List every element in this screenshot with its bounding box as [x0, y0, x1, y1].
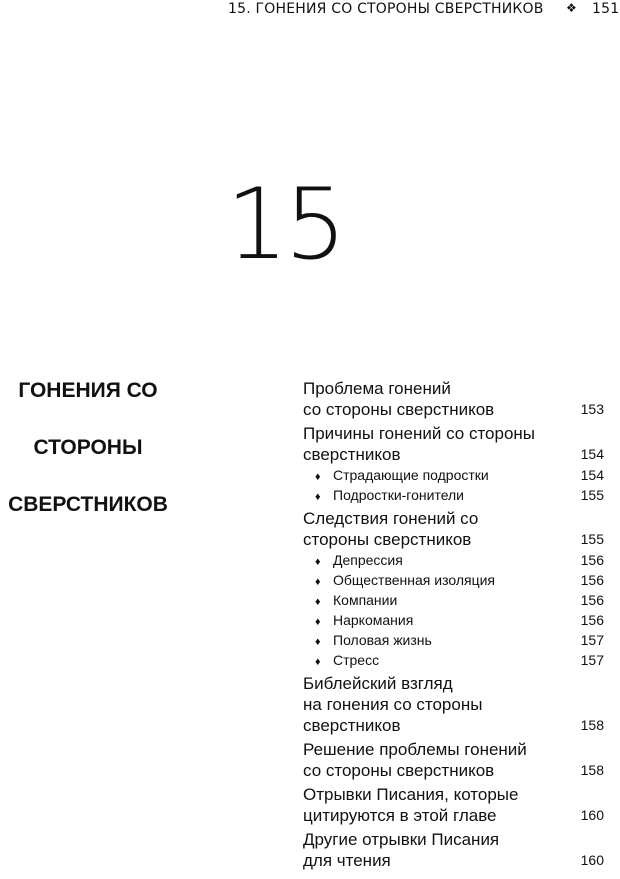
- diamond-bullet-icon: ♦: [315, 556, 321, 568]
- toc-subentry-label: Стресс: [333, 652, 380, 668]
- ornament-icon: ❖: [566, 1, 577, 15]
- toc-page-number: 155: [580, 487, 604, 503]
- toc-page-number: 158: [580, 762, 604, 778]
- toc-subentry: [303, 570, 608, 590]
- toc-subentry: [303, 485, 608, 505]
- toc-entry: [303, 508, 608, 550]
- toc-entry-line: для чтения: [303, 851, 391, 870]
- toc-entry-line: сверстников: [303, 445, 401, 464]
- toc-subentry-label: Половая жизнь: [333, 632, 432, 648]
- toc-subentry-label: Компании: [333, 592, 398, 608]
- toc-entry: [303, 378, 608, 420]
- chapter-title-line: СТОРОНЫ: [33, 436, 143, 459]
- toc-entry-line: со стороны сверстников: [303, 400, 495, 419]
- toc-entry-line: Проблема гонений: [303, 379, 451, 398]
- toc-page-number: 154: [580, 467, 604, 483]
- toc-subentry-label: Общественная изоляция: [333, 572, 495, 588]
- toc-entry: [303, 423, 608, 465]
- toc-page-number: 155: [580, 531, 604, 547]
- toc-entry-line: стороны сверстников: [303, 530, 472, 549]
- toc-entry: [303, 673, 608, 736]
- toc-entry-line: Отрывки Писания, которые: [303, 785, 519, 804]
- table-of-contents: [303, 378, 608, 871]
- toc-subentry-label: Наркомания: [333, 612, 414, 628]
- chapter-title-line: ГОНЕНИЯ СО: [18, 379, 158, 402]
- diamond-bullet-icon: ♦: [315, 616, 321, 628]
- toc-entry: [303, 739, 608, 781]
- chapter-title: [0, 362, 176, 533]
- toc-subentry: [303, 465, 608, 485]
- toc-subentry: [303, 630, 608, 650]
- running-title: 15. ГОНЕНИЯ СО СТОРОНЫ СВЕРСТНИКОВ: [228, 1, 544, 17]
- toc-entry-line: цитируются в этой главе: [303, 806, 497, 825]
- toc-subentry: [303, 590, 608, 610]
- toc-page-number: 156: [580, 552, 604, 568]
- diamond-bullet-icon: ♦: [315, 491, 321, 503]
- toc-page-number: 153: [580, 401, 604, 417]
- toc-subentry-label: Подростки-гонители: [333, 487, 465, 503]
- chapter-number: 15: [226, 168, 343, 282]
- chapter-title-line: СВЕРСТНИКОВ: [8, 493, 168, 516]
- toc-entry: [303, 829, 608, 871]
- toc-subentry: [303, 550, 608, 570]
- diamond-bullet-icon: ♦: [315, 636, 321, 648]
- toc-entry-line: на гонения со стороны: [303, 695, 483, 714]
- toc-page-number: 160: [580, 852, 604, 868]
- toc-entry-line: Другие отрывки Писания: [303, 830, 500, 849]
- diamond-bullet-icon: ♦: [315, 656, 321, 668]
- toc-page-number: 157: [580, 652, 604, 668]
- toc-entry-line: Следствия гонений со: [303, 509, 479, 528]
- toc-page-number: 156: [580, 612, 604, 628]
- toc-subentry-label: Страдающие подростки: [333, 467, 489, 483]
- toc-subentry-label: Депрессия: [333, 552, 403, 568]
- toc-entry-line: со стороны сверстников: [303, 761, 495, 780]
- toc-entry-line: сверстников: [303, 716, 401, 735]
- toc-entry-line: Решение проблемы гонений: [303, 740, 527, 759]
- diamond-bullet-icon: ♦: [315, 471, 321, 483]
- toc-subentry: [303, 610, 608, 630]
- toc-subentry: [303, 650, 608, 670]
- running-header: [0, 0, 620, 22]
- toc-entry-line: Библейский взгляд: [303, 674, 453, 693]
- toc-page-number: 156: [580, 572, 604, 588]
- toc-entry-line: Причины гонений со стороны: [303, 424, 536, 443]
- toc-page-number: 160: [580, 807, 604, 823]
- toc-page-number: 156: [580, 592, 604, 608]
- toc-page-number: 158: [580, 717, 604, 733]
- toc-page-number: 157: [580, 632, 604, 648]
- header-page-number: 151: [592, 1, 620, 17]
- diamond-bullet-icon: ♦: [315, 596, 321, 608]
- diamond-bullet-icon: ♦: [315, 576, 321, 588]
- toc-page-number: 154: [580, 446, 604, 462]
- toc-entry: [303, 784, 608, 826]
